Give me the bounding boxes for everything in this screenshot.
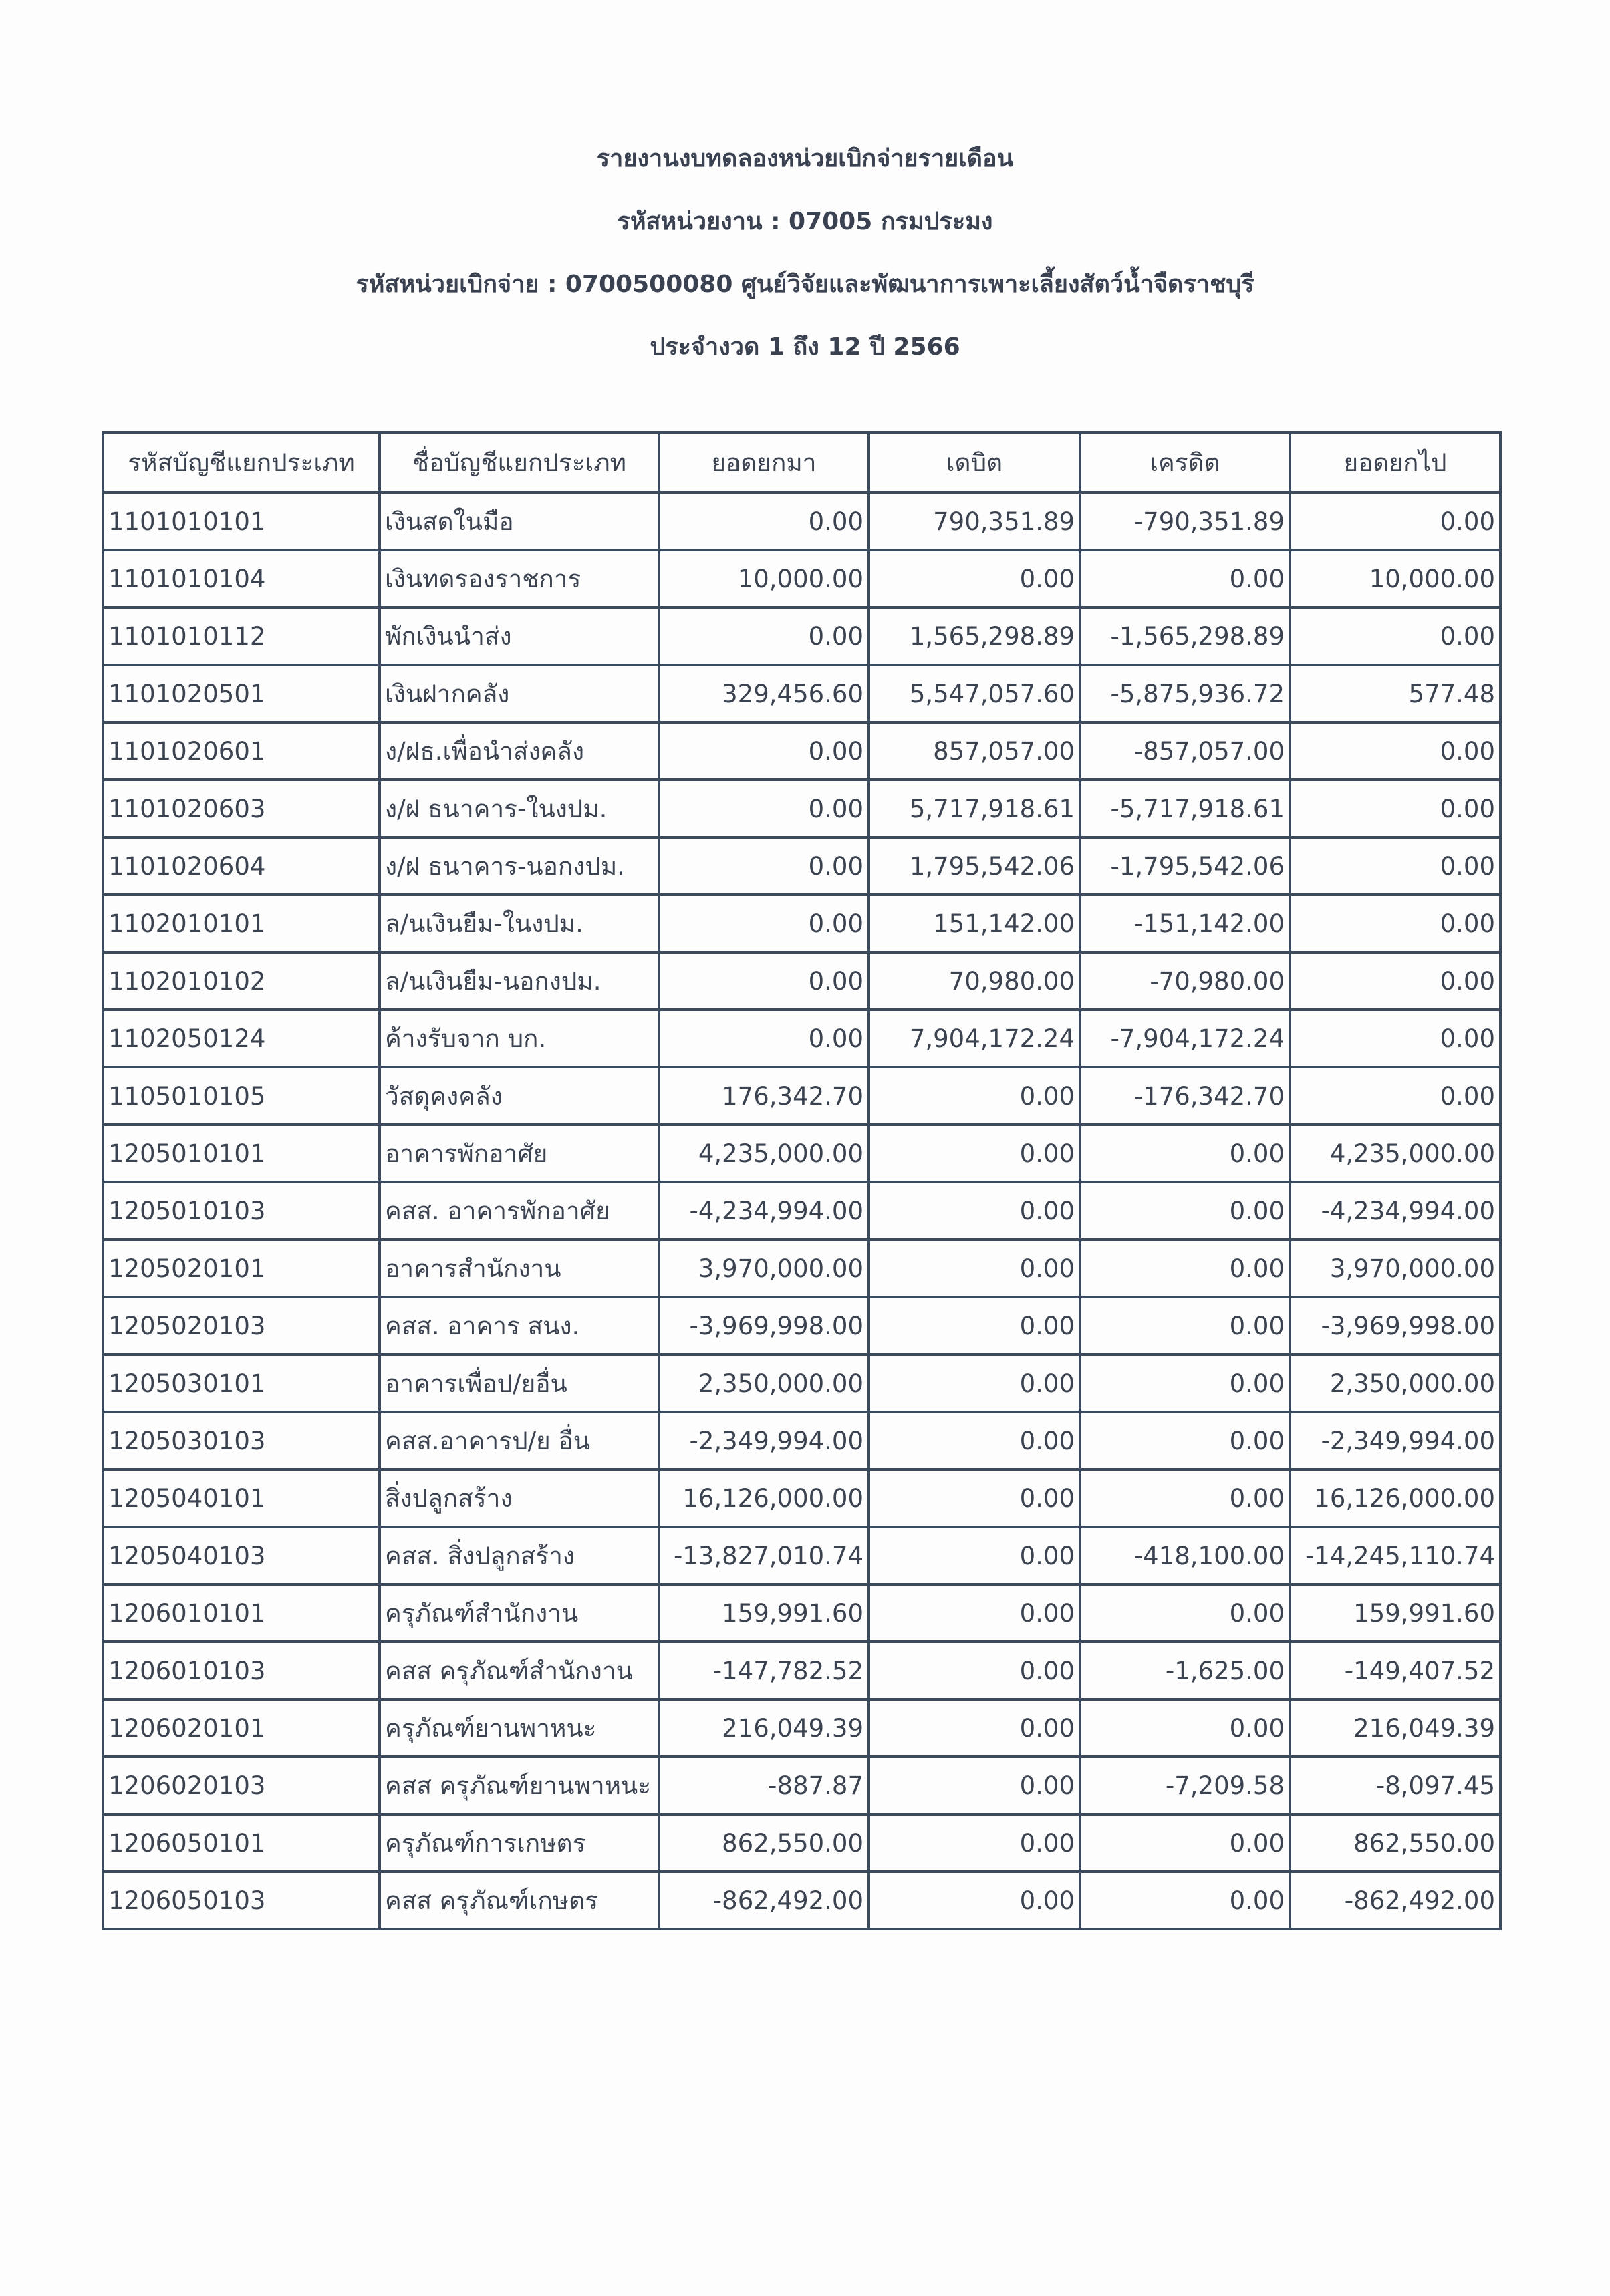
brought-forward-cell: 0.00: [659, 780, 869, 837]
table-row: [103, 1642, 1500, 1699]
account-name-cell: ครุภัณฑ์การเกษตร: [380, 1814, 659, 1872]
account-name-cell: อาคารสำนักงาน: [380, 1240, 659, 1297]
account-name-cell: คสส ครุภัณฑ์ยานพาหนะ: [380, 1757, 659, 1814]
credit-cell: 0.00: [1080, 1240, 1290, 1297]
account-code-cell: 1206010103: [103, 1642, 380, 1699]
carried-forward-cell: 0.00: [1290, 837, 1500, 895]
table-row: [103, 1182, 1500, 1240]
account-code-cell: 1205020103: [103, 1297, 380, 1354]
debit-cell: 151,142.00: [869, 895, 1080, 952]
carried-forward-cell: 862,550.00: [1290, 1814, 1500, 1872]
brought-forward-cell: -13,827,010.74: [659, 1527, 869, 1584]
table-row: [103, 1354, 1500, 1412]
brought-forward-cell: -887.87: [659, 1757, 869, 1814]
credit-cell: -176,342.70: [1080, 1067, 1290, 1125]
credit-cell: 0.00: [1080, 1182, 1290, 1240]
credit-cell: -5,875,936.72: [1080, 665, 1290, 722]
debit-cell: 0.00: [869, 1872, 1080, 1929]
account-name-cell: คสส. อาคาร สนง.: [380, 1297, 659, 1354]
account-name-cell: คสส. อาคารพักอาศัย: [380, 1182, 659, 1240]
debit-cell: 0.00: [869, 1125, 1080, 1182]
column-header-brought-forward: ยอดยกมา: [659, 432, 869, 492]
brought-forward-cell: -2,349,994.00: [659, 1412, 869, 1469]
table-row: [103, 1469, 1500, 1527]
credit-cell: -857,057.00: [1080, 722, 1290, 780]
carried-forward-cell: 0.00: [1290, 722, 1500, 780]
account-name-cell: คสส ครุภัณฑ์สำนักงาน: [380, 1642, 659, 1699]
account-name-cell: อาคารพักอาศัย: [380, 1125, 659, 1182]
credit-cell: 0.00: [1080, 1469, 1290, 1527]
credit-cell: 0.00: [1080, 1125, 1290, 1182]
credit-cell: -418,100.00: [1080, 1527, 1290, 1584]
debit-cell: 857,057.00: [869, 722, 1080, 780]
credit-cell: 0.00: [1080, 550, 1290, 607]
credit-cell: -790,351.89: [1080, 492, 1290, 550]
credit-cell: -1,565,298.89: [1080, 607, 1290, 665]
account-code-cell: 1101020604: [103, 837, 380, 895]
column-header-account-name: ชื่อบัญชีแยกประเภท: [380, 432, 659, 492]
table-row: [103, 952, 1500, 1010]
account-code-cell: 1101010101: [103, 492, 380, 550]
carried-forward-cell: 10,000.00: [1290, 550, 1500, 607]
debit-cell: 0.00: [869, 1757, 1080, 1814]
account-name-cell: เงินฝากคลัง: [380, 665, 659, 722]
credit-cell: 0.00: [1080, 1354, 1290, 1412]
credit-cell: -70,980.00: [1080, 952, 1290, 1010]
debit-cell: 0.00: [869, 1469, 1080, 1527]
column-header-credit: เครดิต: [1080, 432, 1290, 492]
carried-forward-cell: -2,349,994.00: [1290, 1412, 1500, 1469]
debit-cell: 5,547,057.60: [869, 665, 1080, 722]
account-code-cell: 1206010101: [103, 1584, 380, 1642]
table-row: [103, 1584, 1500, 1642]
debit-cell: 0.00: [869, 1412, 1080, 1469]
disbursing-unit-line: รหัสหน่วยเบิกจ่าย : 0700500080 ศูนย์วิจัยและพัฒนาการเพาะเลี้ยงสัตว์น้ำจืดราชบุรี: [356, 271, 1254, 298]
account-code-cell: 1101020601: [103, 722, 380, 780]
table-row: [103, 1757, 1500, 1814]
period-line: ประจำงวด 1 ถึง 12 ปี 2566: [650, 333, 960, 361]
debit-cell: 7,904,172.24: [869, 1010, 1080, 1067]
brought-forward-cell: 216,049.39: [659, 1699, 869, 1757]
brought-forward-cell: 329,456.60: [659, 665, 869, 722]
carried-forward-cell: 0.00: [1290, 952, 1500, 1010]
account-name-cell: คสส. สิ่งปลูกสร้าง: [380, 1527, 659, 1584]
account-name-cell: เงินทดรองราชการ: [380, 550, 659, 607]
debit-cell: 0.00: [869, 1354, 1080, 1412]
carried-forward-cell: 216,049.39: [1290, 1699, 1500, 1757]
account-code-cell: 1105010105: [103, 1067, 380, 1125]
account-code-cell: 1101020501: [103, 665, 380, 722]
brought-forward-cell: 0.00: [659, 722, 869, 780]
debit-cell: 0.00: [869, 1814, 1080, 1872]
account-code-cell: 1206020101: [103, 1699, 380, 1757]
credit-cell: 0.00: [1080, 1872, 1290, 1929]
carried-forward-cell: 0.00: [1290, 492, 1500, 550]
carried-forward-cell: -14,245,110.74: [1290, 1527, 1500, 1584]
column-header-carried-forward: ยอดยกไป: [1290, 432, 1500, 492]
table-row: [103, 895, 1500, 952]
brought-forward-cell: -3,969,998.00: [659, 1297, 869, 1354]
brought-forward-cell: 0.00: [659, 952, 869, 1010]
carried-forward-cell: 0.00: [1290, 607, 1500, 665]
table-row: [103, 722, 1500, 780]
credit-cell: 0.00: [1080, 1814, 1290, 1872]
brought-forward-cell: 10,000.00: [659, 550, 869, 607]
debit-cell: 0.00: [869, 1527, 1080, 1584]
debit-cell: 70,980.00: [869, 952, 1080, 1010]
brought-forward-cell: 862,550.00: [659, 1814, 869, 1872]
account-code-cell: 1206020103: [103, 1757, 380, 1814]
carried-forward-cell: 2,350,000.00: [1290, 1354, 1500, 1412]
account-name-cell: พักเงินนำส่ง: [380, 607, 659, 665]
debit-cell: 0.00: [869, 1642, 1080, 1699]
debit-cell: 1,795,542.06: [869, 837, 1080, 895]
carried-forward-cell: 4,235,000.00: [1290, 1125, 1500, 1182]
carried-forward-cell: -3,969,998.00: [1290, 1297, 1500, 1354]
account-code-cell: 1206050103: [103, 1872, 380, 1929]
table-row: [103, 607, 1500, 665]
account-name-cell: ล/นเงินยืม-ในงปม.: [380, 895, 659, 952]
debit-cell: 0.00: [869, 1067, 1080, 1125]
table-row: [103, 1125, 1500, 1182]
carried-forward-cell: -149,407.52: [1290, 1642, 1500, 1699]
debit-cell: 5,717,918.61: [869, 780, 1080, 837]
account-name-cell: ง/ฝ ธนาคาร-นอกงปม.: [380, 837, 659, 895]
account-name-cell: ง/ฝธ.เพื่อนำส่งคลัง: [380, 722, 659, 780]
account-code-cell: 1205010101: [103, 1125, 380, 1182]
account-name-cell: วัสดุคงคลัง: [380, 1067, 659, 1125]
account-name-cell: ล/นเงินยืม-นอกงปม.: [380, 952, 659, 1010]
carried-forward-cell: 0.00: [1290, 1067, 1500, 1125]
account-name-cell: อาคารเพื่อป/ยอื่น: [380, 1354, 659, 1412]
account-code-cell: 1206050101: [103, 1814, 380, 1872]
table-row: [103, 1527, 1500, 1584]
carried-forward-cell: -4,234,994.00: [1290, 1182, 1500, 1240]
table-body: [103, 492, 1500, 1929]
brought-forward-cell: 2,350,000.00: [659, 1354, 869, 1412]
brought-forward-cell: 0.00: [659, 837, 869, 895]
debit-cell: 0.00: [869, 1699, 1080, 1757]
account-code-cell: 1205040101: [103, 1469, 380, 1527]
debit-cell: 0.00: [869, 1584, 1080, 1642]
carried-forward-cell: -8,097.45: [1290, 1757, 1500, 1814]
brought-forward-cell: 176,342.70: [659, 1067, 869, 1125]
carried-forward-cell: 577.48: [1290, 665, 1500, 722]
account-name-cell: ครุภัณฑ์สำนักงาน: [380, 1584, 659, 1642]
debit-cell: 0.00: [869, 1240, 1080, 1297]
table-header-row: [103, 432, 1500, 492]
table-row: [103, 1010, 1500, 1067]
account-code-cell: 1101010104: [103, 550, 380, 607]
account-code-cell: 1205020101: [103, 1240, 380, 1297]
table-row: [103, 1412, 1500, 1469]
account-code-cell: 1205010103: [103, 1182, 380, 1240]
debit-cell: 0.00: [869, 1182, 1080, 1240]
account-name-cell: ครุภัณฑ์ยานพาหนะ: [380, 1699, 659, 1757]
account-code-cell: 1102010102: [103, 952, 380, 1010]
account-name-cell: ค้างรับจาก บก.: [380, 1010, 659, 1067]
table-row: [103, 837, 1500, 895]
account-name-cell: คสส.อาคารป/ย อื่น: [380, 1412, 659, 1469]
table-row: [103, 665, 1500, 722]
account-name-cell: สิ่งปลูกสร้าง: [380, 1469, 659, 1527]
carried-forward-cell: 16,126,000.00: [1290, 1469, 1500, 1527]
account-name-cell: เงินสดในมือ: [380, 492, 659, 550]
brought-forward-cell: 0.00: [659, 607, 869, 665]
debit-cell: 790,351.89: [869, 492, 1080, 550]
brought-forward-cell: 4,235,000.00: [659, 1125, 869, 1182]
account-code-cell: 1205030101: [103, 1354, 380, 1412]
agency-code-line: รหัสหน่วยงาน : 07005 กรมประมง: [617, 208, 993, 235]
credit-cell: 0.00: [1080, 1297, 1290, 1354]
brought-forward-cell: -147,782.52: [659, 1642, 869, 1699]
brought-forward-cell: 0.00: [659, 895, 869, 952]
brought-forward-cell: 0.00: [659, 492, 869, 550]
table-row: [103, 1240, 1500, 1297]
table-row: [103, 1872, 1500, 1929]
account-code-cell: 1205040103: [103, 1527, 380, 1584]
credit-cell: -151,142.00: [1080, 895, 1290, 952]
column-header-account-code: รหัสบัญชีแยกประเภท: [103, 432, 380, 492]
account-name-cell: คสส ครุภัณฑ์เกษตร: [380, 1872, 659, 1929]
table-row: [103, 492, 1500, 550]
report-title: รายงานงบทดลองหน่วยเบิกจ่ายรายเดือน: [596, 145, 1014, 172]
brought-forward-cell: -4,234,994.00: [659, 1182, 869, 1240]
table-row: [103, 550, 1500, 607]
trial-balance-table: [102, 431, 1502, 1930]
credit-cell: -5,717,918.61: [1080, 780, 1290, 837]
carried-forward-cell: 159,991.60: [1290, 1584, 1500, 1642]
brought-forward-cell: 159,991.60: [659, 1584, 869, 1642]
table-row: [103, 1297, 1500, 1354]
credit-cell: -1,625.00: [1080, 1642, 1290, 1699]
account-code-cell: 1102010101: [103, 895, 380, 952]
account-code-cell: 1102050124: [103, 1010, 380, 1067]
debit-cell: 0.00: [869, 1297, 1080, 1354]
debit-cell: 1,565,298.89: [869, 607, 1080, 665]
carried-forward-cell: 3,970,000.00: [1290, 1240, 1500, 1297]
credit-cell: 0.00: [1080, 1699, 1290, 1757]
brought-forward-cell: 0.00: [659, 1010, 869, 1067]
carried-forward-cell: 0.00: [1290, 895, 1500, 952]
column-header-debit: เดบิต: [869, 432, 1080, 492]
carried-forward-cell: -862,492.00: [1290, 1872, 1500, 1929]
credit-cell: -1,795,542.06: [1080, 837, 1290, 895]
table-row: [103, 1067, 1500, 1125]
carried-forward-cell: 0.00: [1290, 780, 1500, 837]
table-row: [103, 1814, 1500, 1872]
brought-forward-cell: -862,492.00: [659, 1872, 869, 1929]
brought-forward-cell: 3,970,000.00: [659, 1240, 869, 1297]
credit-cell: -7,209.58: [1080, 1757, 1290, 1814]
account-code-cell: 1205030103: [103, 1412, 380, 1469]
credit-cell: -7,904,172.24: [1080, 1010, 1290, 1067]
debit-cell: 0.00: [869, 550, 1080, 607]
credit-cell: 0.00: [1080, 1584, 1290, 1642]
account-name-cell: ง/ฝ ธนาคาร-ในงปม.: [380, 780, 659, 837]
account-code-cell: 1101020603: [103, 780, 380, 837]
carried-forward-cell: 0.00: [1290, 1010, 1500, 1067]
table-row: [103, 1699, 1500, 1757]
table-row: [103, 780, 1500, 837]
brought-forward-cell: 16,126,000.00: [659, 1469, 869, 1527]
account-code-cell: 1101010112: [103, 607, 380, 665]
credit-cell: 0.00: [1080, 1412, 1290, 1469]
